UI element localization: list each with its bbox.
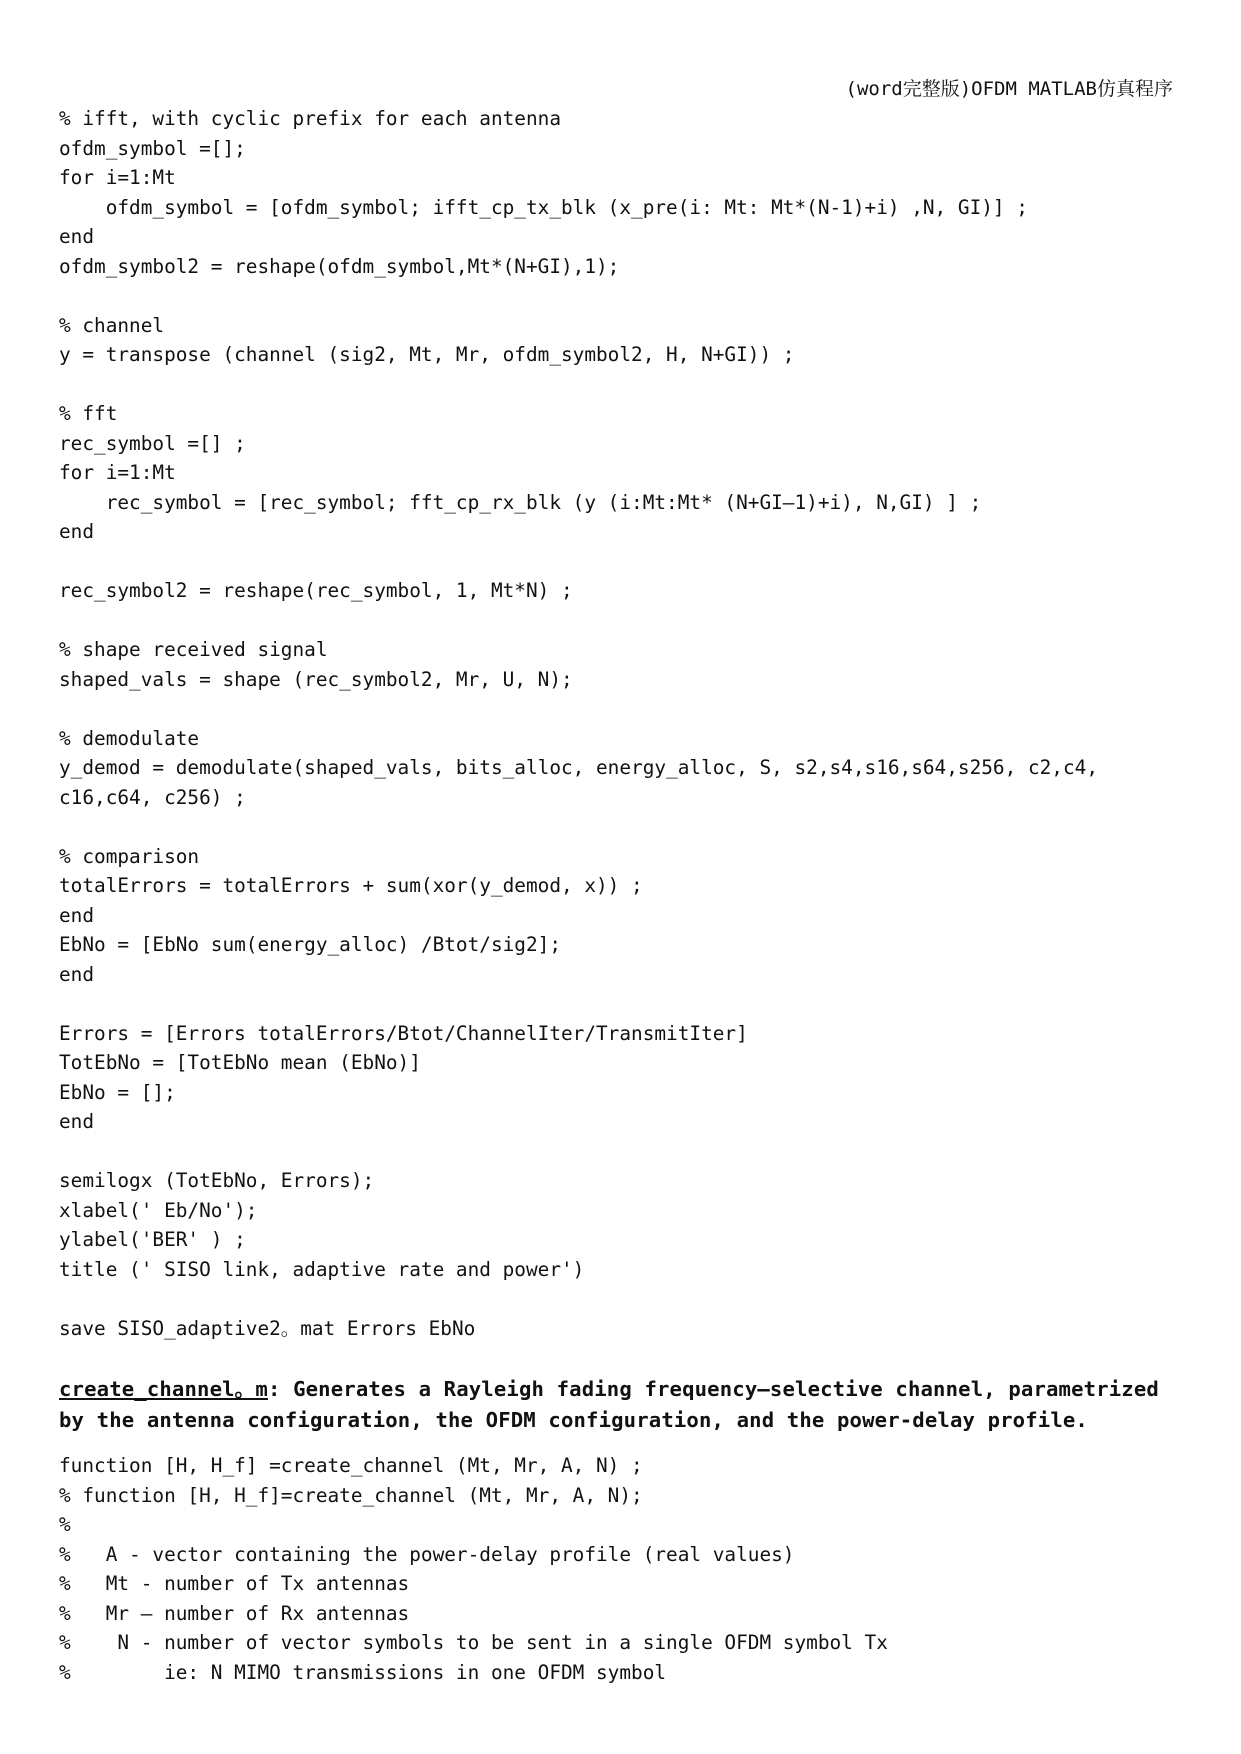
code-line: TotEbNo = [TotEbNo mean (EbNo)] xyxy=(59,1051,421,1074)
code-line: end xyxy=(59,962,95,986)
code-line: % ie: N MIMO transmissions in one OFDM symbol xyxy=(59,1660,667,1684)
code-line: % fft xyxy=(59,402,118,425)
code-line: totalErrors = totalErrors + sum(xor(y_demod, x)) ; xyxy=(59,874,643,897)
code-line: % channel xyxy=(59,313,165,337)
page-header: (word完整版)OFDM MATLAB仿真程序 xyxy=(845,78,1173,100)
code-line: title (' SISO link, adaptive rate and power') xyxy=(59,1257,585,1281)
code-line: end xyxy=(59,1110,95,1133)
code-line: % demodulate xyxy=(59,726,200,750)
code-line: end xyxy=(59,903,95,927)
code-line: % function [H, H_f]=create_channel (Mt, Mr, A, N); xyxy=(59,1483,643,1507)
code-line: EbNo = [EbNo sum(energy_alloc) /Btot/sig2]; xyxy=(59,933,561,956)
code-line: xlabel(' Eb/No'); xyxy=(59,1198,258,1222)
code-line: % comparison xyxy=(59,844,200,868)
code-line xyxy=(59,989,1098,1019)
code-line: function [H, H_f] =create_channel (Mt, Mr, A, N) ; xyxy=(59,1454,643,1477)
code-line: save SISO_adaptive2。mat Errors EbNo xyxy=(59,1316,476,1340)
code-line: rec_symbol =[] ; xyxy=(59,431,246,455)
code-line: for i=1:Mt xyxy=(59,166,176,189)
code-line xyxy=(59,547,1098,577)
code-line: for i=1:Mt xyxy=(59,461,176,484)
code-line xyxy=(59,1137,1098,1167)
code-line: ylabel('BER' ) ; xyxy=(59,1228,246,1251)
code-line: shaped_vals = shape (rec_symbol2, Mr, U, N); xyxy=(59,667,573,691)
code-line: c16,c64, c256) ; xyxy=(59,785,246,809)
code-line: EbNo = []; xyxy=(59,1080,176,1104)
code-line xyxy=(59,812,1098,842)
code-line: end xyxy=(59,520,95,543)
code-line xyxy=(59,370,1098,400)
section-heading xyxy=(59,1374,1189,1436)
code-line: y = transpose (channel (sig2, Mt, Mr, ofdm_symbol2, H, N+GI)) ; xyxy=(59,343,795,366)
heading-filename: create_channel。m xyxy=(59,1377,268,1401)
code-line: Errors = [Errors totalErrors/Btot/ChannelIter/TransmitIter] xyxy=(59,1021,748,1045)
code-line: % Mr — number of Rx antennas xyxy=(59,1601,410,1625)
code-line: ofdm_symbol2 = reshape(ofdm_symbol,Mt*(N+GI),1); xyxy=(59,254,620,278)
code-line: % xyxy=(59,1513,71,1536)
code-line: semilogx (TotEbNo, Errors); xyxy=(59,1169,375,1192)
code-line: y_demod = demodulate(shaped_vals, bits_alloc, energy_alloc, S, s2,s4,s16,s64,s256, c2,c4, xyxy=(59,756,1098,779)
code-line: ofdm_symbol = [ofdm_symbol; ifft_cp_tx_blk (x_pre(i: Mt: Mt*(N-1)+i) ,N, GI)] ; xyxy=(59,195,1028,219)
code-block-function xyxy=(59,1451,888,1687)
code-line: % Mt - number of Tx antennas xyxy=(59,1572,410,1595)
code-block-main xyxy=(59,104,1098,1343)
code-line xyxy=(59,1284,1098,1314)
code-line: rec_symbol2 = reshape(rec_symbol, 1, Mt*N) ; xyxy=(59,579,573,602)
code-line xyxy=(59,606,1098,636)
code-line xyxy=(59,281,1098,311)
code-line: % shape received signal xyxy=(59,638,328,661)
code-line: % ifft, with cyclic prefix for each antenna xyxy=(59,107,561,130)
code-line: ofdm_symbol =[]; xyxy=(59,136,246,160)
heading-description: : Generates a Rayleigh fading frequency—selective channel, parametrized by the antenna configuration, the OFDM configuration, and the power-delay profile. xyxy=(59,1377,1159,1432)
code-line: % A - vector containing the power-delay profile (real values) xyxy=(59,1542,795,1566)
code-line: % N - number of vector symbols to be sent in a single OFDM symbol Tx xyxy=(59,1631,888,1654)
code-line: rec_symbol = [rec_symbol; fft_cp_rx_blk (y (i:Mt:Mt* (N+GI—1)+i), N,GI) ] ; xyxy=(59,490,982,514)
code-line: end xyxy=(59,225,95,248)
code-line xyxy=(59,694,1098,724)
